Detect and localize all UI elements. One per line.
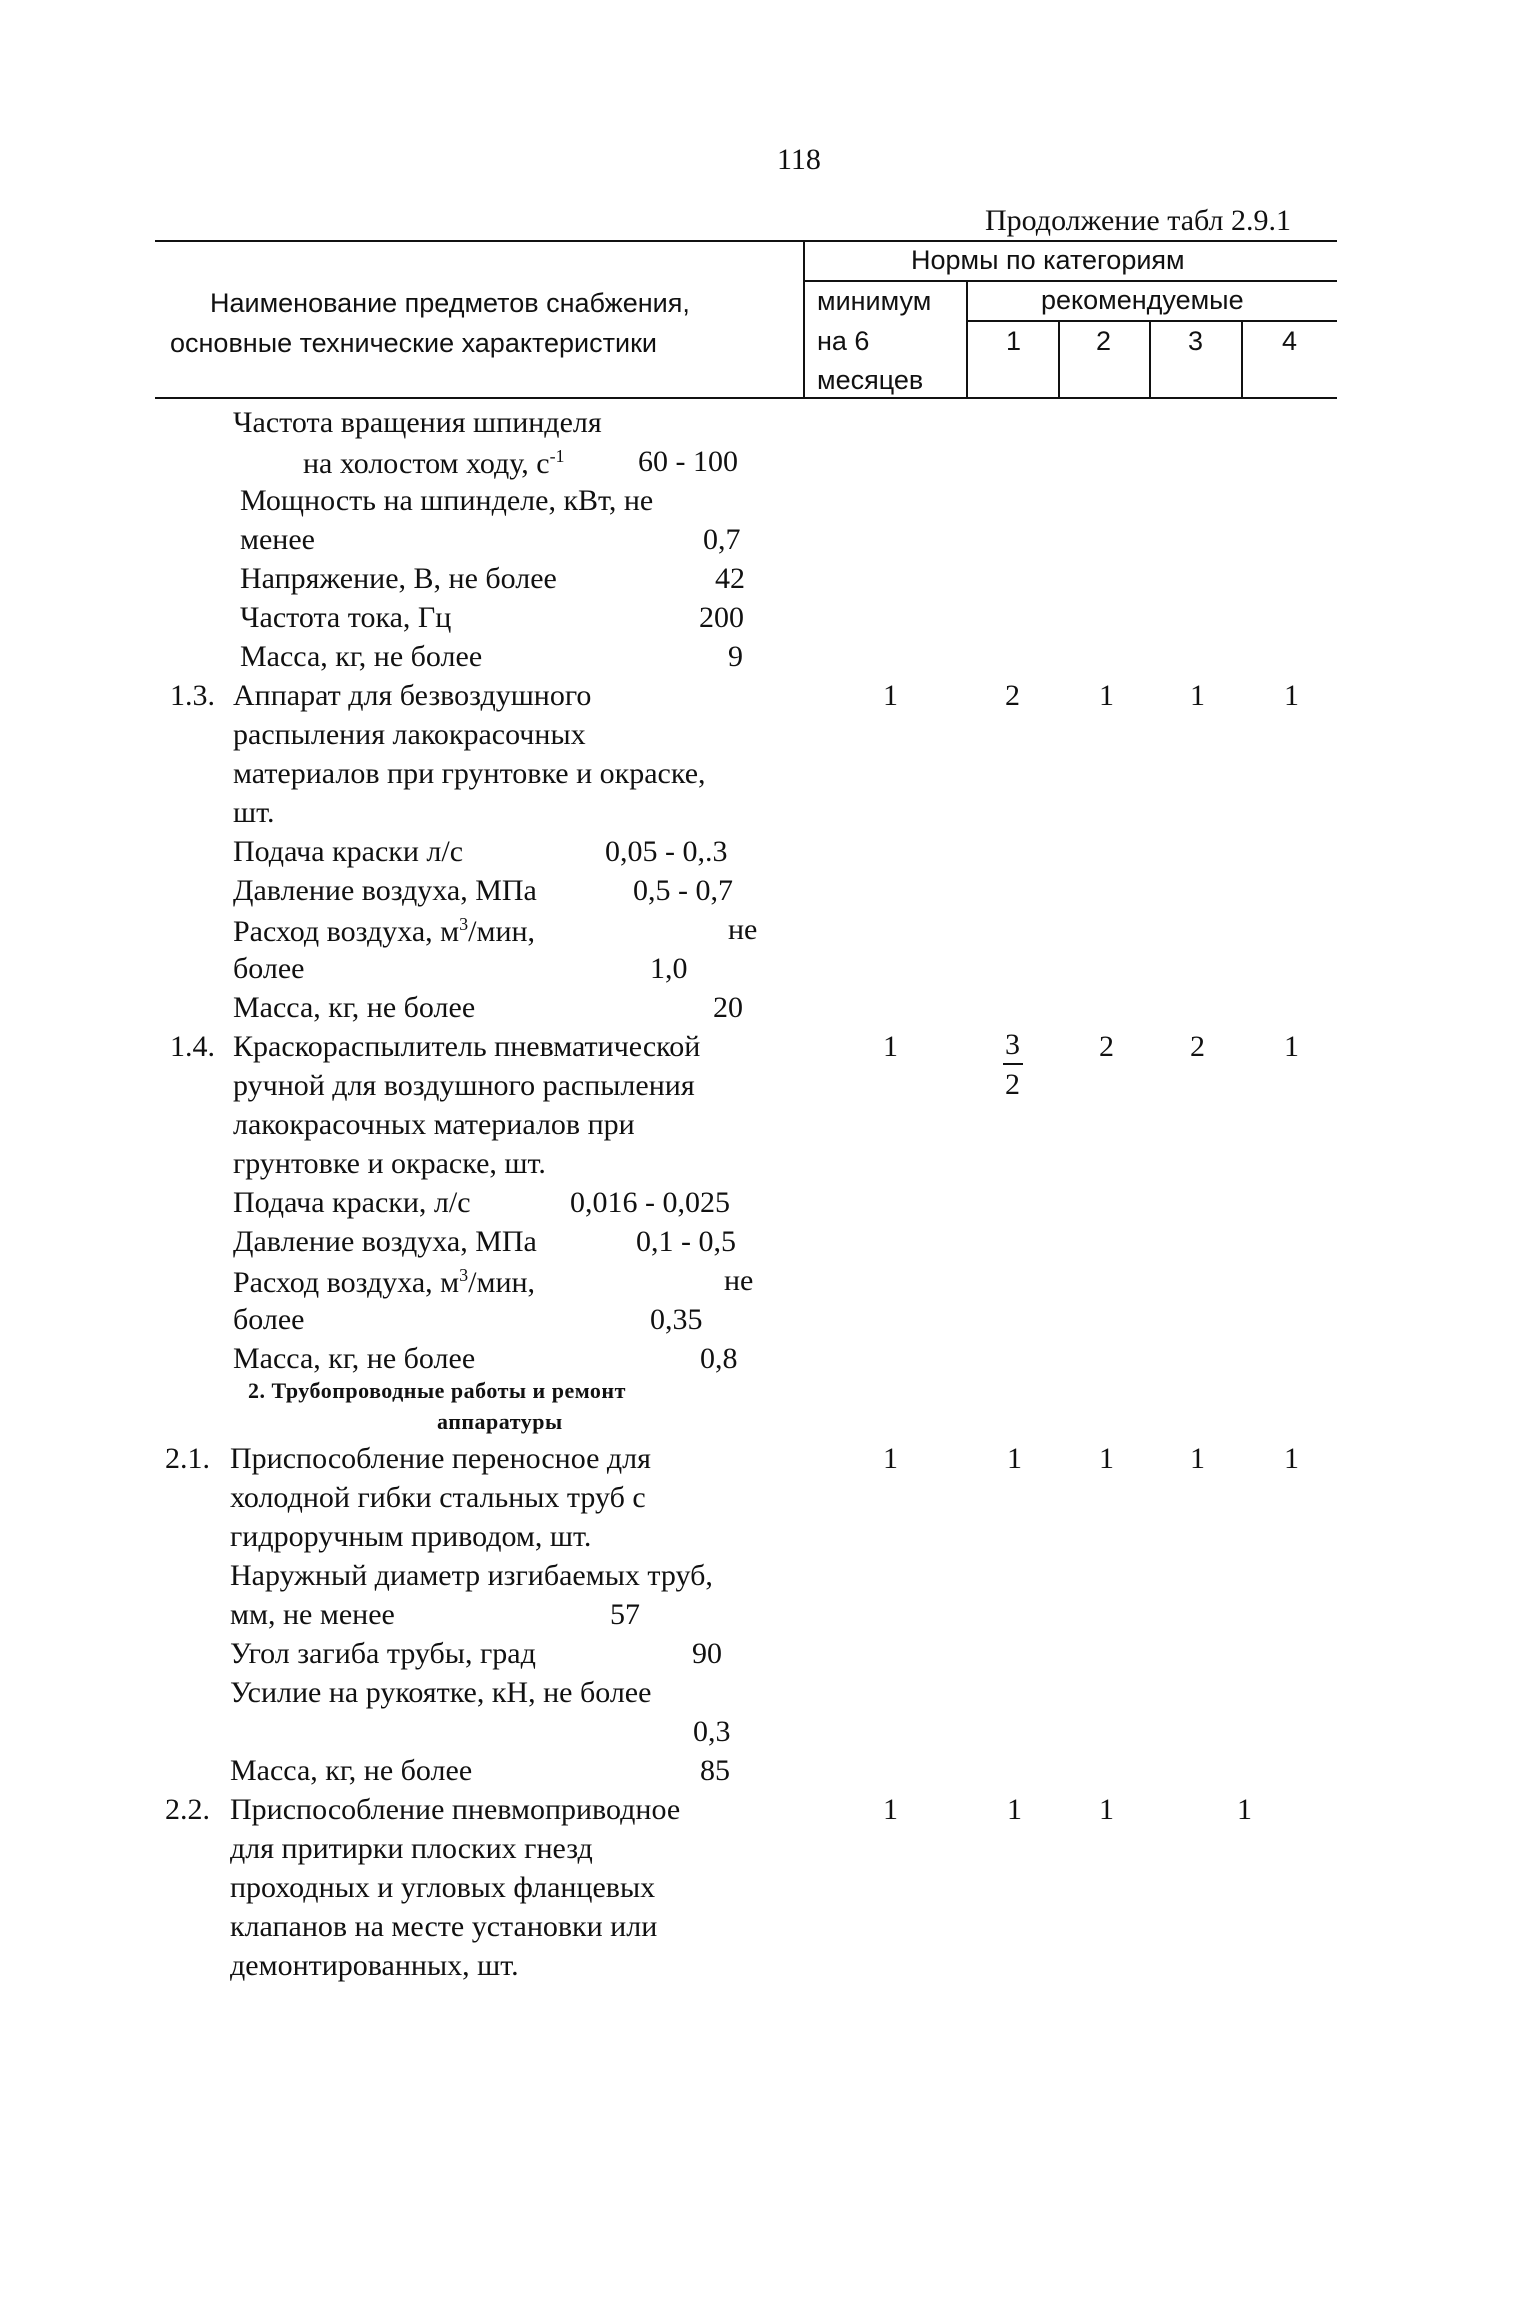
header-top-rule xyxy=(155,240,1337,242)
spec-value: 0,5 - 0,7 xyxy=(633,874,733,907)
spec-value: 200 xyxy=(699,601,744,634)
norm-category-2: 2 xyxy=(1099,1030,1114,1063)
item-title: грунтовке и окраске, шт. xyxy=(233,1147,546,1180)
item-number: 1.3. xyxy=(170,679,215,712)
item-number: 2.1. xyxy=(165,1442,210,1475)
spec-label: Расход воздуха, м xyxy=(233,915,460,948)
spec-text: Давление воздуха, МПа xyxy=(233,1225,537,1258)
spec-label: на холостом ходу, с xyxy=(303,447,550,480)
superscript: -1 xyxy=(549,446,565,466)
spec-text: более xyxy=(233,1303,305,1336)
spec-value: 90 xyxy=(692,1637,722,1670)
spec-value: 0,35 xyxy=(650,1303,703,1336)
spec-text: более xyxy=(233,952,305,985)
item-title: Приспособление переносное для xyxy=(230,1442,651,1475)
spec-value: 1,0 xyxy=(650,952,688,985)
spec-value: 42 xyxy=(715,562,745,595)
norm-category-4: 1 xyxy=(1284,1442,1299,1475)
spec-value: 0,8 xyxy=(700,1342,738,1375)
norm-category-2: 1 xyxy=(1099,1442,1114,1475)
spec-text: Мощность на шпинделе, кВт, не xyxy=(240,484,654,517)
spec-text: Масса, кг, не более xyxy=(240,640,483,673)
minimum-header-line1: минимум xyxy=(817,286,932,316)
name-column-header-line1: Наименование предметов снабжения, xyxy=(210,288,690,318)
spec-text: Напряжение, В, не более xyxy=(240,562,557,595)
cat-divider-1 xyxy=(1058,320,1060,397)
spec-text: Подача краски л/с xyxy=(233,835,464,868)
item-title: клапанов на месте установки или xyxy=(230,1910,658,1943)
minimum-header-line2: на 6 xyxy=(817,326,870,356)
cat-divider-3 xyxy=(1241,320,1243,397)
spec-value: 0,1 - 0,5 xyxy=(636,1225,736,1258)
min-col-left-border xyxy=(803,240,805,397)
item-title: материалов при грунтовке и окраске, xyxy=(233,757,706,790)
table-continuation-label: Продолжение табл 2.9.1 xyxy=(985,204,1291,237)
spec-text xyxy=(233,915,535,947)
spec-value: 0,7 xyxy=(703,523,741,556)
item-number: 1.4. xyxy=(170,1030,215,1063)
spec-value: 57 xyxy=(610,1598,640,1631)
spec-value: 0,05 - 0,.3 xyxy=(605,835,728,868)
norms-title-underline xyxy=(803,280,1337,282)
fraction-numerator: 3 xyxy=(1005,1028,1020,1061)
fraction-denominator: 2 xyxy=(1005,1068,1020,1101)
norm-category-2: 1 xyxy=(1099,679,1114,712)
item-title: ручной для воздушного распыления xyxy=(233,1069,695,1102)
norm-category-3: 1 xyxy=(1190,1442,1205,1475)
spec-label: /мин, xyxy=(468,1266,536,1299)
spec-text: Масса, кг, не более xyxy=(230,1754,473,1787)
spec-value: 85 xyxy=(700,1754,730,1787)
spec-value: 9 xyxy=(728,640,743,673)
category-1-header: 1 xyxy=(1006,326,1022,356)
spec-text: Подача краски, л/с xyxy=(233,1186,471,1219)
norm-minimum: 1 xyxy=(883,1030,898,1063)
spec-value: 0,3 xyxy=(693,1715,731,1748)
norm-minimum: 1 xyxy=(883,1793,898,1826)
norm-category-4: 1 xyxy=(1284,1030,1299,1063)
spec-value: 20 xyxy=(713,991,743,1024)
spec-text: Частота тока, Гц xyxy=(240,601,452,634)
spec-text: Давление воздуха, МПа xyxy=(233,874,537,907)
item-title: шт. xyxy=(233,796,275,829)
norm-category-3: 2 xyxy=(1190,1030,1205,1063)
spec-text: Усилие на рукоятке, кН, не более xyxy=(230,1676,652,1709)
item-title: Аппарат для безвоздушного xyxy=(233,679,592,712)
norm-category-1: 2 xyxy=(1005,679,1020,712)
cat-divider-2 xyxy=(1149,320,1151,397)
section-heading: 2. Трубопроводные работы и ремонт xyxy=(248,1378,626,1403)
norm-category-1: 1 xyxy=(1007,1793,1022,1826)
section-heading: аппаратуры xyxy=(437,1409,563,1434)
item-title: проходных и угловых фланцевых xyxy=(230,1871,656,1904)
minimum-header-line3: месяцев xyxy=(817,365,924,395)
norm-category-3: 1 xyxy=(1190,679,1205,712)
superscript: 3 xyxy=(459,1265,469,1285)
item-title: распыления лакокрасочных xyxy=(233,718,586,751)
item-title: для притирки плоских гнезд xyxy=(230,1832,593,1865)
spec-label: /мин, xyxy=(468,915,536,948)
norm-category-4: 1 xyxy=(1237,1793,1252,1826)
category-4-header: 4 xyxy=(1282,326,1298,356)
norm-minimum: 1 xyxy=(883,679,898,712)
item-number: 2.2. xyxy=(165,1793,210,1826)
spec-text: не xyxy=(724,1264,754,1297)
norm-category-2: 1 xyxy=(1099,1793,1114,1826)
spec-value: 0,016 - 0,025 xyxy=(570,1186,730,1219)
recommended-header: рекомендуемые xyxy=(1041,285,1244,315)
norm-category-4: 1 xyxy=(1284,679,1299,712)
item-title: демонтированных, шт. xyxy=(230,1949,519,1982)
header-bottom-rule xyxy=(155,397,1337,399)
recommended-left-border xyxy=(966,280,968,397)
spec-text: Масса, кг, не более xyxy=(233,991,476,1024)
recommended-underline xyxy=(966,320,1337,322)
item-title: Краскораспылитель пневматической xyxy=(233,1030,701,1063)
spec-text: мм, не менее xyxy=(230,1598,395,1631)
category-3-header: 3 xyxy=(1188,326,1204,356)
norm-minimum: 1 xyxy=(883,1442,898,1475)
spec-text: Частота вращения шпинделя xyxy=(233,406,602,439)
norms-by-category-header: Нормы по категориям xyxy=(911,245,1185,275)
spec-text: Угол загиба трубы, град xyxy=(230,1637,536,1670)
spec-text: Наружный диаметр изгибаемых труб, xyxy=(230,1559,713,1592)
norm-category-1: 1 xyxy=(1007,1442,1022,1475)
item-title: гидроручным приводом, шт. xyxy=(230,1520,592,1553)
spec-text: не xyxy=(728,913,758,946)
superscript: 3 xyxy=(459,914,469,934)
spec-label: Расход воздуха, м xyxy=(233,1266,460,1299)
spec-text: менее xyxy=(240,523,315,556)
item-title: лакокрасочных материалов при xyxy=(233,1108,635,1141)
page-number: 118 xyxy=(777,143,821,176)
name-column-header-line2: основные технические характеристики xyxy=(170,328,657,358)
spec-text xyxy=(303,447,565,479)
item-title: холодной гибки стальных труб с xyxy=(230,1481,646,1514)
category-2-header: 2 xyxy=(1096,326,1112,356)
spec-text xyxy=(233,1266,535,1298)
spec-value: 60 - 100 xyxy=(638,445,738,478)
item-title: Приспособление пневмоприводное xyxy=(230,1793,681,1826)
fraction-bar xyxy=(1003,1063,1023,1065)
spec-text: Масса, кг, не более xyxy=(233,1342,476,1375)
